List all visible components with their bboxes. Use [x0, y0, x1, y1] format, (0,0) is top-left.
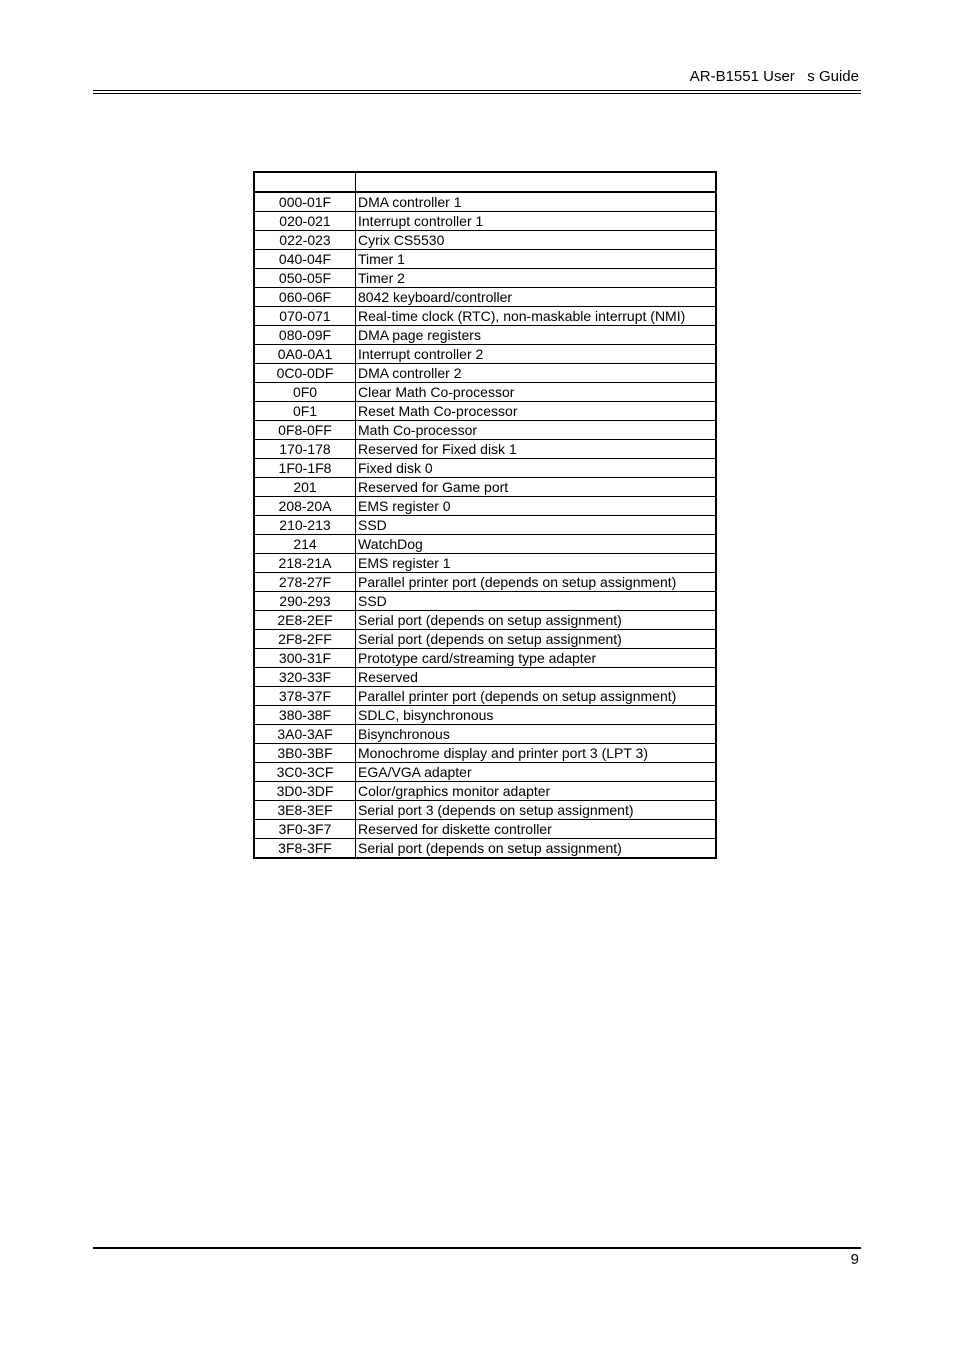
- io-address-cell: 1F0-1F8: [254, 459, 356, 478]
- io-address-cell: 040-04F: [254, 250, 356, 269]
- table-row: [254, 554, 716, 573]
- io-address-cell: 0C0-0DF: [254, 364, 356, 383]
- device-cell: SSD: [356, 516, 717, 535]
- table-row: [254, 307, 716, 326]
- table-row: [254, 630, 716, 649]
- table-row: [254, 288, 716, 307]
- table-row: [254, 192, 716, 212]
- table-row: [254, 611, 716, 630]
- table-row: [254, 839, 716, 859]
- table-row: [254, 421, 716, 440]
- device-cell: Reserved for Game port: [356, 478, 717, 497]
- io-address-cell: 0F8-0FF: [254, 421, 356, 440]
- io-address-cell: 000-01F: [254, 192, 356, 212]
- table-row: [254, 269, 716, 288]
- io-address-cell: 3B0-3BF: [254, 744, 356, 763]
- device-cell: Interrupt controller 2: [356, 345, 717, 364]
- io-address-cell: 2E8-2EF: [254, 611, 356, 630]
- device-cell: Real-time clock (RTC), non-maskable interrupt (NMI): [356, 307, 717, 326]
- device-cell: Reserved for Fixed disk 1: [356, 440, 717, 459]
- io-address-cell: 290-293: [254, 592, 356, 611]
- io-address-cell: 080-09F: [254, 326, 356, 345]
- device-cell: Interrupt controller 1: [356, 212, 717, 231]
- device-cell: Serial port (depends on setup assignment): [358, 840, 622, 856]
- io-address-cell: 060-06F: [254, 288, 356, 307]
- io-address-cell: 3C0-3CF: [254, 763, 356, 782]
- io-address-cell: 218-21A: [254, 554, 356, 573]
- table-row: [254, 383, 716, 402]
- io-address-cell: 3A0-3AF: [254, 725, 356, 744]
- table-row: [254, 478, 716, 497]
- io-address-cell: 214: [254, 535, 356, 554]
- address-column-header: [254, 172, 356, 192]
- device-cell: SDLC, bisynchronous: [356, 706, 717, 725]
- io-address-cell: 278-27F: [254, 573, 356, 592]
- table-row: [254, 668, 716, 687]
- io-address-cell: 201: [254, 478, 356, 497]
- table-body: [254, 192, 716, 858]
- table-row: [254, 250, 716, 269]
- device-cell: Fixed disk 0: [356, 459, 717, 478]
- table-row: [254, 402, 716, 421]
- io-address-cell: 050-05F: [254, 269, 356, 288]
- device-cell: Monochrome display and printer port 3 (LPT 3): [356, 744, 717, 763]
- table-row: [254, 573, 716, 592]
- device-cell: Prototype card/streaming type adapter: [356, 649, 717, 668]
- device-column-header: [356, 172, 717, 192]
- device-cell: Clear Math Co-processor: [356, 383, 717, 402]
- device-cell: DMA controller 2: [356, 364, 717, 383]
- table-row: [254, 763, 716, 782]
- page-number: 9: [850, 1251, 859, 1268]
- page-header-title: AR-B1551 User s Guide: [689, 68, 859, 85]
- device-cell: Reserved for diskette controller: [356, 820, 717, 839]
- table-row: [254, 687, 716, 706]
- table-row: [254, 706, 716, 725]
- table-row: [254, 516, 716, 535]
- io-address-cell: 3D0-3DF: [254, 782, 356, 801]
- device-cell: 8042 keyboard/controller: [356, 288, 717, 307]
- io-address-cell: 320-33F: [254, 668, 356, 687]
- device-cell: Color/graphics monitor adapter: [356, 782, 717, 801]
- device-cell: SSD: [356, 592, 717, 611]
- table-row: [254, 782, 716, 801]
- table-row: [254, 820, 716, 839]
- io-address-map-table: [253, 171, 717, 859]
- io-address-cell: 0F1: [254, 402, 356, 421]
- io-address-cell: 070-071: [254, 307, 356, 326]
- table-row: [254, 535, 716, 554]
- device-cell: Timer 1: [356, 250, 717, 269]
- device-cell: DMA page registers: [356, 326, 717, 345]
- device-cell: DMA controller 1: [356, 192, 717, 212]
- table-row: [254, 801, 716, 820]
- table-row: [254, 212, 716, 231]
- io-address-cell: 0A0-0A1: [254, 345, 356, 364]
- io-address-cell: 022-023: [254, 231, 356, 250]
- table-row: [254, 497, 716, 516]
- device-cell: Reset Math Co-processor: [356, 402, 717, 421]
- io-address-cell: 378-37F: [254, 687, 356, 706]
- io-address-cell: 210-213: [254, 516, 356, 535]
- device-cell: Cyrix CS5530: [356, 231, 717, 250]
- device-cell: EGA/VGA adapter: [356, 763, 717, 782]
- io-address-cell: 208-20A: [254, 497, 356, 516]
- io-address-cell: 3E8-3EF: [254, 801, 356, 820]
- device-cell: EMS register 0: [356, 497, 717, 516]
- device-cell: EMS register 1: [356, 554, 717, 573]
- table-row: [254, 592, 716, 611]
- device-cell: Reserved: [356, 668, 717, 687]
- device-cell: Serial port (depends on setup assignment): [356, 630, 717, 649]
- io-address-cell: 380-38F: [254, 706, 356, 725]
- table-row: [254, 231, 716, 250]
- io-address-cell: 2F8-2FF: [254, 630, 356, 649]
- device-cell: Serial port (depends on setup assignment): [356, 611, 717, 630]
- header-rule: [93, 90, 861, 94]
- io-address-cell: 3F0-3F7: [254, 820, 356, 839]
- device-cell: WatchDog: [356, 535, 717, 554]
- table-row: [254, 744, 716, 763]
- io-address-cell: 3F8-3FF: [254, 839, 356, 859]
- io-address-cell: 020-021: [254, 212, 356, 231]
- device-cell: Parallel printer port (depends on setup assignment): [356, 573, 717, 592]
- table-row: [254, 725, 716, 744]
- footer-rule: [93, 1247, 861, 1249]
- table-row: [254, 649, 716, 668]
- io-address-cell: 0F0: [254, 383, 356, 402]
- device-cell: Bisynchronous: [356, 725, 717, 744]
- table-row: [254, 364, 716, 383]
- device-cell: Timer 2: [356, 269, 717, 288]
- table-row: [254, 345, 716, 364]
- table-row: [254, 440, 716, 459]
- io-address-cell: 170-178: [254, 440, 356, 459]
- device-cell: Math Co-processor: [356, 421, 717, 440]
- device-cell: Parallel printer port (depends on setup assignment): [356, 687, 717, 706]
- device-cell: Serial port 3 (depends on setup assignment): [356, 801, 717, 820]
- table-row: [254, 326, 716, 345]
- table-row: [254, 459, 716, 478]
- io-address-cell: 300-31F: [254, 649, 356, 668]
- table-header-row: [254, 172, 716, 192]
